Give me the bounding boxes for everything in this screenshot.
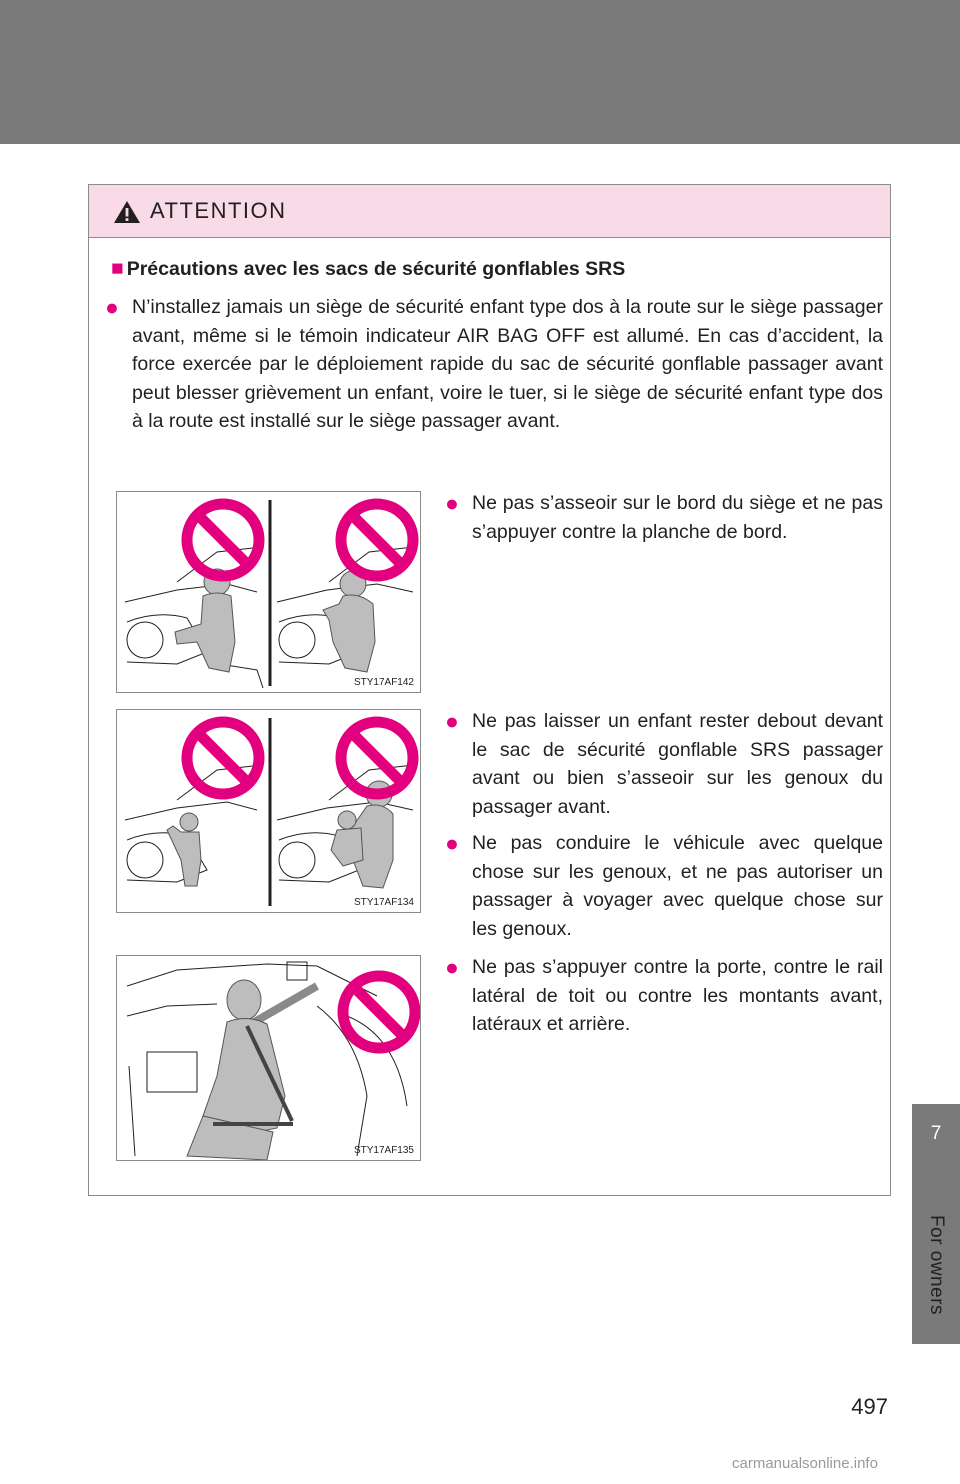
figure-2-bullet-b <box>445 829 883 943</box>
chapter-label-wrap <box>912 1190 960 1340</box>
figure-2-bullet-a-text: Ne pas laisser un enfant rester debout devant le sac de sécurité gonflable SRS passager avant ou bien s’asseoir sur les genoux du passager avant. <box>472 710 883 818</box>
chapter-label: For owners <box>926 1214 947 1316</box>
bullet-dot-icon: ● <box>445 830 459 856</box>
no-entry-icon <box>187 504 259 576</box>
figure-2-bullet-b-text: Ne pas conduire le véhicule avec quelque chose sur les genoux, et ne pas autoriser un passager à voyager avec quelque chose sur les genoux. <box>472 832 883 940</box>
illustration-leaning-door <box>117 956 420 1160</box>
bullet-dot-icon: ● <box>445 954 459 980</box>
figure-code: STY17AF135 <box>353 1145 414 1156</box>
bullet-dot-icon: ● <box>445 490 459 516</box>
figure-3-bullet-text: Ne pas s’appuyer contre la porte, contre le rail latéral de toit ou contre les montants avant, latéraux et arrière. <box>472 956 883 1036</box>
figure-leaning-door <box>116 955 421 1161</box>
warning-header <box>89 185 890 238</box>
no-entry-icon <box>341 504 413 576</box>
chapter-number: 7 <box>930 1123 942 1144</box>
illustration-sitting-edge <box>117 492 420 692</box>
section-title-text: Précautions avec les sacs de sécurité gonflables SRS <box>126 258 626 280</box>
page-number: 497 <box>851 1394 888 1419</box>
no-entry-icon <box>343 976 415 1048</box>
warning-triangle-icon <box>113 200 141 224</box>
figure-1-bullet-text: Ne pas s’asseoir sur le bord du siège et ne pas s’appuyer contre la planche de bord. <box>472 492 883 543</box>
section-title <box>111 257 625 281</box>
illustration-child-and-lap <box>117 710 420 912</box>
intro-bullet <box>105 293 883 436</box>
bullet-dot-icon: ● <box>445 708 459 734</box>
figure-2-bullet-a <box>445 707 883 821</box>
header-band <box>0 0 960 144</box>
intro-bullet-text: N’installez jamais un siège de sécurité enfant type dos à la route sur le siège passager avant, même si le témoin indicateur AIR BAG OFF est allumé. En cas d’accident, la force exercée par le déploiement rapide du sac de sécurité gonflable passager avant peut blesser grièvement un enfant, voire le tuer, si le siège de sécurité enfant type dos à la route est installé sur le siège passager avant. <box>132 296 883 433</box>
no-entry-icon <box>187 722 259 794</box>
figure-edge-of-seat <box>116 491 421 693</box>
figure-code: STY17AF134 <box>353 897 414 908</box>
figure-1-bullet <box>445 489 883 546</box>
warning-box <box>88 184 891 1196</box>
watermark: carmanualsonline.info <box>732 1455 878 1472</box>
figure-code: STY17AF142 <box>353 677 414 688</box>
square-bullet-icon: ■ <box>111 257 124 280</box>
figure-child-standing <box>116 709 421 913</box>
bullet-dot-icon: ● <box>105 294 119 320</box>
figure-3-bullet <box>445 953 883 1039</box>
warning-title: ATTENTION <box>150 198 287 223</box>
